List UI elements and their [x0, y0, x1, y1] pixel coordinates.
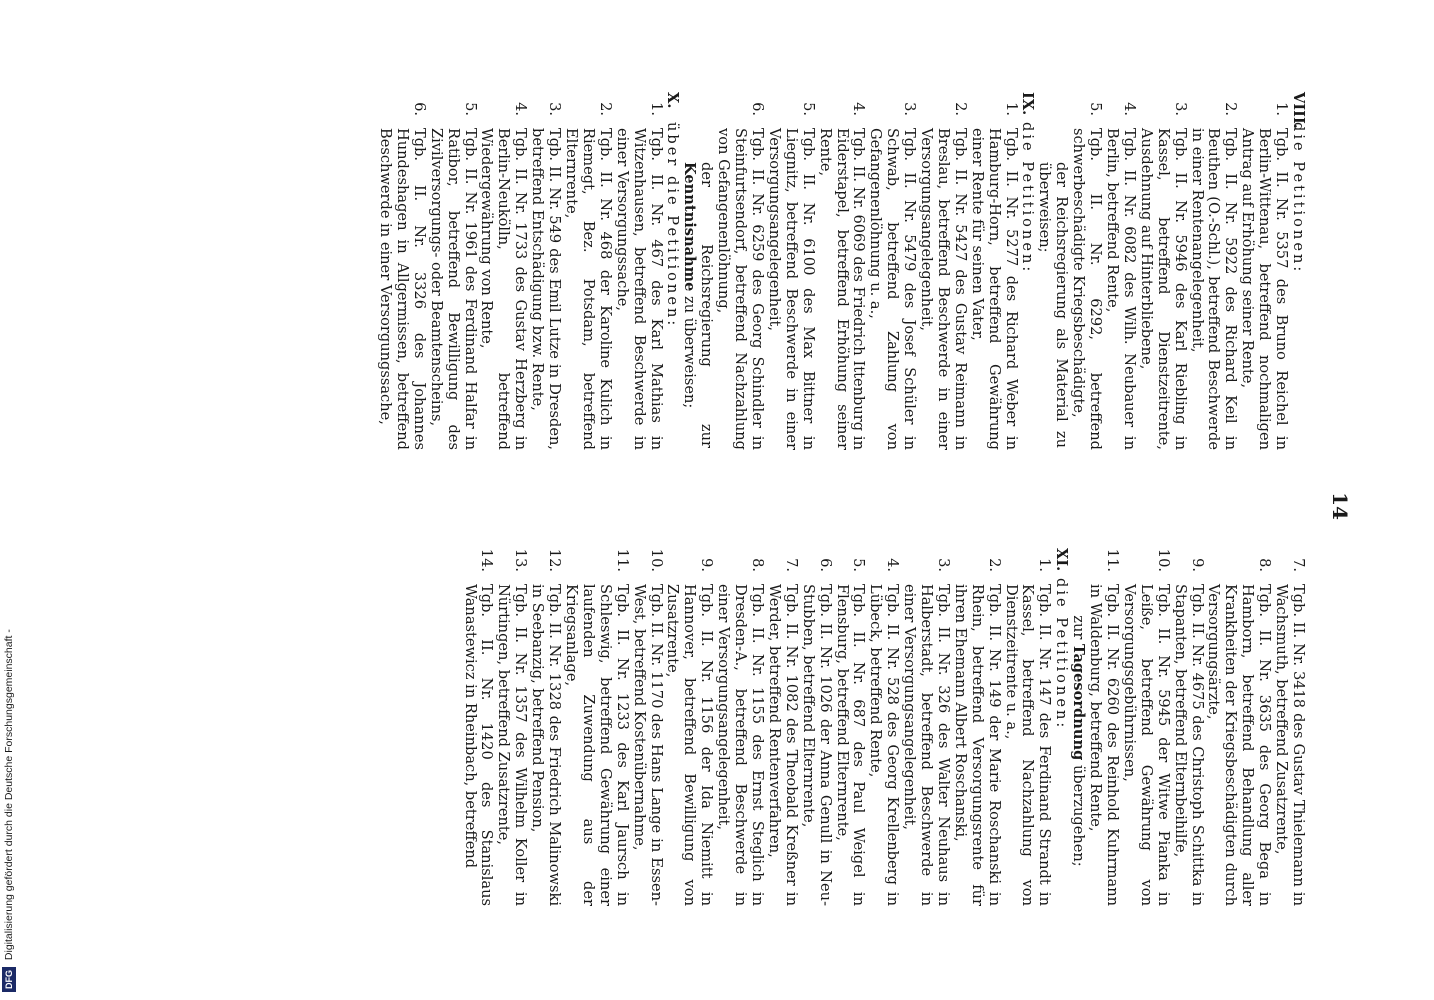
- section-number: VIII.: [1290, 92, 1307, 129]
- petition-text: Tgb. II. Nr. 147 des Ferdinand Strandt in Kassel, betreffend Nachzahlung von Dienstzeitrente u. a.,: [1002, 584, 1054, 906]
- petition-text: Tgb. II. Nr. 1233 des Karl Jaursch in Schleswig, betreffend Gewährung einer laufenden Zuwendung aus der Kriegsanlage,: [563, 584, 631, 906]
- petition-item: [968, 92, 1019, 452]
- petition-item: [765, 548, 799, 908]
- petition-number: 4.: [1120, 102, 1138, 116]
- section-heading: [664, 92, 681, 452]
- petition-item: [528, 92, 562, 452]
- petition-item: [562, 92, 613, 452]
- right-column: [461, 548, 1306, 908]
- resolution-note: [1069, 548, 1086, 908]
- petition-number: 4.: [850, 102, 868, 116]
- petition-item: [1120, 548, 1171, 908]
- petition-item: [816, 92, 867, 452]
- petition-number: 1.: [647, 102, 665, 116]
- petition-item: [1103, 92, 1137, 452]
- resolution-note: der Reichsregierung als Material zu überweisen;: [1036, 162, 1071, 448]
- petition-item: [1002, 548, 1053, 908]
- petition-number: 3.: [934, 558, 952, 572]
- petition-text: Tgb. II. Nr. 5277 des Richard Weber in Hamburg-Horn, betreffend Gewährung einer Rente für seinen Vater,: [968, 128, 1020, 450]
- section-heading: [1289, 92, 1306, 452]
- section-title: über die Petitionen:: [664, 122, 682, 329]
- petition-item: [1238, 92, 1289, 452]
- petition-number: 12.: [546, 548, 564, 572]
- petition-text: Tgb. II. Nr. 6082 des Wilh. Neubauer in Berlin, betreffend Rente,: [1104, 128, 1138, 450]
- petition-item: [833, 548, 867, 908]
- petition-text: Tgb. II. Nr. 6259 des Georg Schindler in Steinfurtsendorf, betreffend Nachzahlung von Gefangenenlöhnung,: [715, 128, 766, 450]
- petition-number: 1.: [1036, 558, 1054, 572]
- petition-item: [376, 92, 427, 452]
- note-prefix: zur: [1070, 615, 1088, 640]
- petition-number: 6.: [749, 102, 766, 116]
- section-number: XI.: [1053, 548, 1071, 572]
- petition-text: Tgb. II. Nr. 6069 des Friedrich Ittenburg in Eiderstapel, betreffend Erhöhung seiner Rente,: [816, 128, 868, 450]
- petition-text: Tgb. II. Nr. 468 der Karoline Kulich in Riemegt, Bez. Potsdam, betreffend Elternrente,: [563, 128, 614, 450]
- section-number: X.: [664, 92, 682, 109]
- petition-text: Tgb. II. Nr. 1026 der Anna Genull in Neu-Stubben, betreffend Elternrente,: [799, 584, 834, 906]
- petition-number: 2.: [1222, 102, 1240, 116]
- petition-item: [714, 548, 765, 908]
- petition-item: [1069, 92, 1103, 452]
- petition-text: Tgb. II. Nr. 5946 des Karl Riebling in Kassel, betreffend Dienstzeitrente, Ausdehnung auf Hinterbliebene,: [1137, 128, 1189, 450]
- petition-text: Tgb. II. Nr. 5357 des Bruno Reichel in Berlin-Wittenau, betreffend nochmaligen Antrag auf Erhöhung seiner Rente,: [1239, 128, 1291, 450]
- petition-number: 1.: [1273, 102, 1291, 116]
- petition-number: 8.: [1256, 558, 1274, 572]
- petition-text: Tgb. II. Nr. 5479 des Josef Schüler in Schwab, betreffend Zahlung von Gefangenenlöhnung u. a.,: [867, 128, 919, 450]
- section-heading: [1019, 92, 1036, 452]
- petition-text: Tgb. II. Nr. 1733 des Gustav Herzberg in Berlin-Neukölln, betreffend Wiedergewährung von Rente,: [478, 128, 530, 450]
- petition-item: [1205, 548, 1273, 908]
- petition-item: [1137, 92, 1188, 452]
- petition-text: Tgb. II. Nr. 5427 des Gustav Reimann in Breslau, betreffend Beschwerde in einer Versorgungsangelegenheit,: [918, 128, 969, 450]
- petition-item: [917, 92, 968, 452]
- section-title: die Petitionen:: [1053, 578, 1071, 731]
- petition-text: Tgb. II. Nr. 4675 des Christoph Schittka in Stapanten, betreffend Elternbeihilfe,: [1171, 584, 1206, 906]
- petition-number: 5.: [850, 558, 868, 572]
- petition-item: [900, 548, 951, 908]
- petition-text: Tgb. II. Nr. 1156 der Ida Niemitt in Hannover, betreffend Bewilligung von Zusatzrente,: [664, 584, 716, 906]
- petition-item: [765, 92, 816, 452]
- petition-item: [562, 548, 630, 908]
- note-suffix: überzugehen;: [1070, 764, 1088, 867]
- petition-text: Tgb. II. Nr. 549 des Emil Lutze in Dresden, betreffend Entschädigung bzw. Rente,: [529, 128, 564, 450]
- petition-text: Tgb. II. Nr. 5945 der Witwe Pianka in Leiße, betreffend Gewährung von Versorgungsgebührnissen,: [1120, 584, 1172, 906]
- petition-number: 1.: [1002, 102, 1020, 116]
- petition-text: Tgb. II. Nr. 3326 des Johannes Hundeshagen in Allgermissen, betreffend Beschwerde in einer Versorgungssache,: [377, 128, 428, 450]
- section-number: IX.: [1019, 92, 1037, 116]
- petition-number: 3.: [901, 102, 919, 116]
- note-prefix: der Reichsregierung zur: [698, 162, 716, 448]
- petition-item: [613, 92, 664, 452]
- petition-number: 10.: [1154, 548, 1172, 572]
- petition-number: 9.: [1188, 558, 1206, 572]
- petition-text: Tgb. II. Nr. 326 des Walter Neuhaus in Halberstadt, betreffend Beschwerde in einer Versorgungsangelegenheit,: [901, 584, 952, 906]
- petition-text: Tgb. II. Nr. 6260 des Reinhold Kuhrmann in Waldenburg, betreffend Rente,: [1087, 584, 1122, 906]
- petition-number: 2.: [985, 558, 1003, 572]
- petition-text: Tgb. II. Nr. 1155 des Ernst Steglich in Dresden-A., betreffend Beschwerde in einer Versorgungsangelegenheit,: [715, 584, 766, 906]
- petition-number: 8.: [749, 558, 766, 572]
- petition-item: [1086, 548, 1120, 908]
- footer-text: Digitalisierung gefördert durch die Deutsche Forschungsgemeinschaft -: [3, 629, 15, 961]
- petition-text: Tgb. II. Nr. 1420 des Stanislaus Wanastewicz in Rheinbach, betreffend: [461, 584, 496, 906]
- petition-number: 5.: [1087, 102, 1105, 116]
- petition-item: [1272, 548, 1306, 908]
- petition-text: Tgb. II. Nr. 1357 des Wilhelm Koller in Nürtingen, betreffend Zusatzrente,: [495, 584, 530, 906]
- petition-text: Tgb. II. Nr. 467 des Karl Mathias in Witzenhausen, betreffend Beschwerde in einer Versorgungssache,: [613, 128, 665, 450]
- section-title: die Petitionen:: [1290, 122, 1307, 275]
- section-title: die Petitionen:: [1019, 122, 1037, 275]
- petition-item: [427, 92, 478, 452]
- petition-item: [495, 548, 529, 908]
- page-number: 14: [1328, 492, 1352, 520]
- petition-text: Tgb. II. Nr. 6100 des Max Bittner in Liegnitz, betreffend Beschwerde in einer Versorgungsangelegenheit,: [765, 128, 817, 450]
- petition-number: 11.: [613, 548, 631, 572]
- petition-item: [714, 92, 765, 452]
- petition-number: 5.: [799, 102, 817, 116]
- resolution-note: [680, 92, 714, 452]
- note-emphasis: Tagesordnung: [1070, 644, 1088, 761]
- petition-text: Tgb. II. Nr. 1961 des Ferdinand Halfar in Ratibor, betreffend Bewilligung des Zivilversorgungs- oder Beamtenscheins,: [427, 128, 479, 450]
- petition-item: [528, 548, 562, 908]
- digitization-footer: [2, 0, 16, 992]
- petition-number: 3.: [1171, 102, 1189, 116]
- note-emphasis: Kenntnisnahme: [681, 162, 699, 292]
- petition-number: 4.: [512, 102, 530, 116]
- petition-item: [461, 548, 495, 908]
- petition-text: Tgb. II. Nr. 687 des Paul Weigel in Flensburg, betreffend Elternrente,: [833, 584, 868, 906]
- petition-number: 9.: [698, 558, 716, 572]
- petition-text: Tgb. II. Nr. 3418 des Gustav Thielemann in Wachsmuth, betreffend Zusatzrente,: [1273, 584, 1307, 906]
- petition-number: 13.: [512, 548, 530, 572]
- petition-text: Tgb. II. Nr. 1082 des Theobald Kreßner in Werder, betreffend Rentenverfahren,: [765, 584, 800, 906]
- section-heading: [1052, 548, 1069, 908]
- petition-number: 5.: [461, 102, 479, 116]
- left-column: [376, 92, 1306, 452]
- petition-item: [866, 92, 917, 452]
- petition-number: 2.: [951, 102, 969, 116]
- petition-number: 2.: [596, 102, 614, 116]
- petition-item: [664, 548, 715, 908]
- petition-number: 14.: [478, 548, 496, 572]
- petition-text: Tgb. II. Nr. 149 der Marie Roschanski in Rhein, betreffend Versorgungsrente für ihren Ehemann Albert Roschanski,: [951, 584, 1003, 906]
- petition-text: Tgb. II. Nr. 3635 des Georg Bega in Hamborn, betreffend Behandlung aller Krankheiten der Kriegsbeschädigten durch Versorgungsärzte,: [1205, 584, 1274, 906]
- petition-item: [630, 548, 664, 908]
- petition-number: 7.: [782, 558, 800, 572]
- petition-number: 6.: [410, 102, 428, 116]
- petition-item: [1188, 92, 1239, 452]
- petition-number: 3.: [546, 102, 564, 116]
- petition-text: Tgb. II. Nr. 6292, betreffend schwerbeschädigte Kriegsbeschädigte,: [1070, 128, 1105, 450]
- petition-item: [799, 548, 833, 908]
- dfg-logo: DFG: [2, 967, 16, 992]
- petition-number: 11.: [1104, 548, 1122, 572]
- petition-number: 10.: [647, 548, 665, 572]
- petition-item: [1171, 548, 1205, 908]
- petition-item: [951, 548, 1002, 908]
- note-suffix: zu überweisen;: [681, 296, 699, 409]
- petition-number: 7.: [1290, 558, 1307, 572]
- petition-item: [478, 92, 529, 452]
- petition-number: 4.: [884, 558, 902, 572]
- petition-text: Tgb. II. Nr. 5922 des Richard Keil in Beuthen (O.-Schl.), betreffend Beschwerde in einer Rentenangelegenheit,: [1188, 128, 1240, 450]
- petition-text: Tgb. II. Nr. 528 des Georg Krellenberg in Lübeck, betreffend Rente,: [867, 584, 902, 906]
- petition-number: 6.: [816, 558, 834, 572]
- petition-text: Tgb. II. Nr. 1328 des Friedrich Malinowski in Seebanzig, betreffend Pension,: [529, 584, 564, 906]
- petition-item: [866, 548, 900, 908]
- petition-text: Tgb. II. Nr. 1170 des Hans Lange in Essen-West, betreffend Kostenübernahme,: [630, 584, 665, 906]
